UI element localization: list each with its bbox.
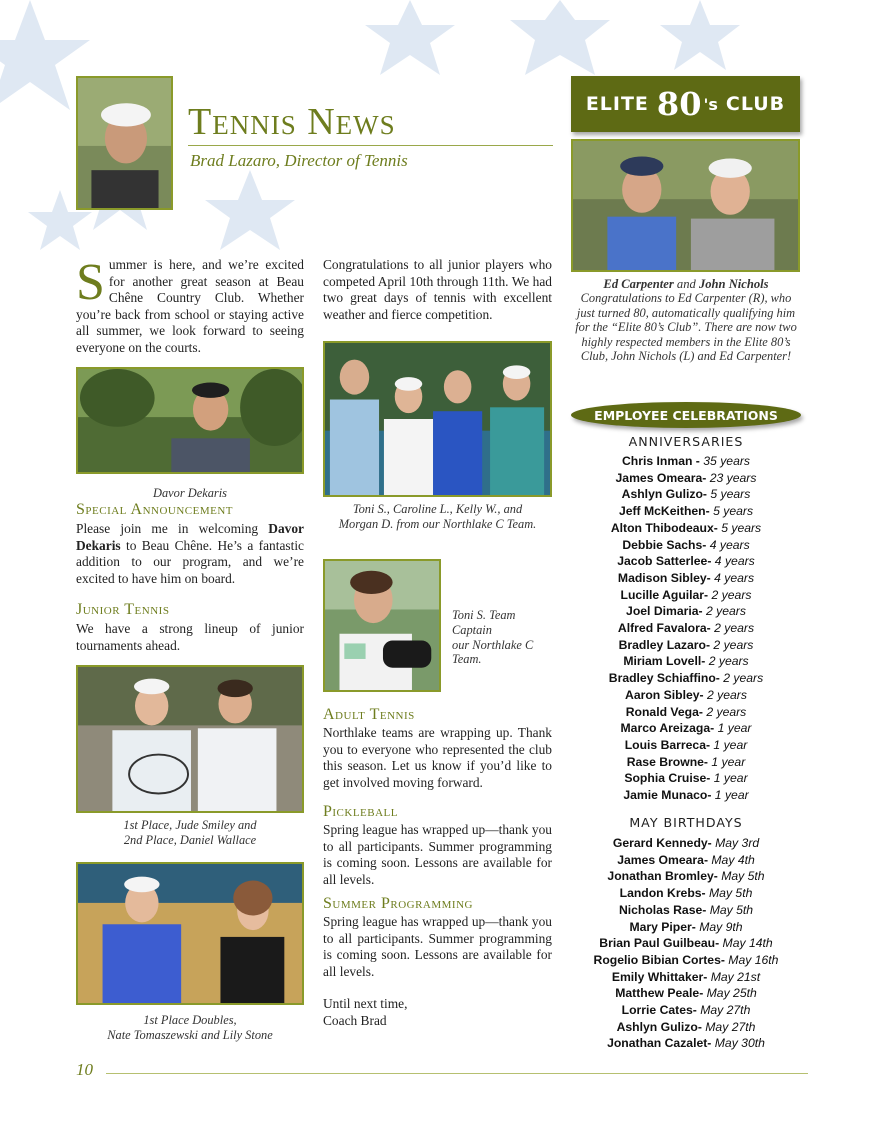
- footer-divider: [106, 1073, 808, 1074]
- anniversary-item-value: 5 years: [713, 504, 754, 519]
- special-announcement-heading: Special Announcement: [76, 501, 234, 518]
- anniversaries-heading: ANNIVERSARIES: [628, 434, 744, 449]
- elite-suffix: 's: [703, 94, 718, 114]
- davor-dekaris-photo: [76, 367, 304, 474]
- title-divider: [188, 145, 553, 146]
- special-bold-name: Davor Dekaris: [76, 521, 304, 553]
- birthday-item-value: May 5th: [709, 902, 754, 917]
- anniversary-item: [571, 553, 801, 570]
- birthday-item-name: Brian Paul Guilbeau-: [599, 936, 723, 951]
- northlake-team-caption: [323, 502, 552, 532]
- northlake-team-photo: [323, 341, 552, 497]
- pickleball-heading: Pickleball: [323, 803, 398, 820]
- elite-club-photo: [571, 139, 800, 272]
- anniversary-item: [571, 687, 801, 704]
- birthday-item: [571, 952, 801, 969]
- congrats-paragraph: Congratulations to all junior players who competed April 10th through 11th. We had two great days of tennis with excellent weather and fierce competition.: [323, 257, 552, 322]
- birthday-item: [571, 1002, 801, 1019]
- anniversary-item-name: Chris Inman -: [621, 454, 704, 468]
- birthday-item-value: May 30th: [714, 1036, 765, 1051]
- anniversary-item-value: 2 years: [711, 587, 752, 602]
- anniversary-item: [571, 637, 801, 654]
- anniversary-item-value: 2 years: [706, 704, 747, 719]
- special-announcement-text: [76, 521, 304, 587]
- doubles-caption-line-2: Nate Tomaszewski and Lily Stone: [107, 1028, 273, 1042]
- anniversary-item: [571, 770, 801, 787]
- birthday-item-name: Jonathan Bromley-: [607, 869, 722, 884]
- pickleball-text: Spring league has wrapped up—thank you to all participants. Summer programming is coming soon. Lessons are available for all levels.: [323, 822, 552, 887]
- elite-word: ELITE: [585, 93, 649, 115]
- birthday-item-value: May 4th: [711, 852, 755, 867]
- anniversary-item-value: 1 year: [717, 721, 752, 736]
- anniversary-item-name: Aaron Sibley-: [625, 687, 707, 702]
- caption-name-1: Ed Carpenter: [603, 277, 674, 291]
- anniversary-item-name: Madison Sibley-: [617, 570, 715, 585]
- birthday-item-name: Mary Piper-: [629, 919, 700, 934]
- anniversaries-list: [571, 453, 801, 804]
- anniversary-item: [571, 737, 801, 754]
- birthday-item-value: May 5th: [709, 886, 753, 901]
- anniversary-item: [571, 503, 801, 520]
- anniversary-item-value: 1 year: [714, 788, 749, 803]
- adult-tennis-heading: Adult Tennis: [323, 706, 415, 723]
- junior-tennis-text: We have a strong lineup of junior tournaments ahead.: [76, 621, 304, 653]
- birthday-item-value: May 25th: [706, 986, 757, 1001]
- birthday-item: [571, 868, 801, 885]
- toni-captain-photo: [323, 559, 441, 692]
- summer-programming-text: Spring league has wrapped up—thank you to all participants. Summer programming is coming soon. Lessons are available for all levels.: [323, 914, 552, 979]
- birthday-item-value: May 21st: [710, 969, 761, 984]
- anniversary-item-name: Jeff McKeithen-: [618, 504, 714, 519]
- junior-winners-photo: [76, 665, 304, 813]
- intro-paragraph: [76, 254, 304, 357]
- anniversary-item-name: Ashlyn Gulizo-: [621, 487, 711, 502]
- anniversary-item-name: Joel Dimaria-: [626, 604, 706, 619]
- anniversary-item-value: 4 years: [709, 537, 750, 552]
- anniversary-item-name: Miriam Lovell-: [623, 654, 709, 669]
- birthday-item: [571, 985, 801, 1002]
- anniversary-item: [571, 603, 801, 620]
- anniversary-item-value: 23 years: [709, 470, 757, 485]
- anniversary-item-name: James Omeara-: [615, 470, 710, 485]
- birthday-item-name: Rogelio Bibian Cortes-: [593, 952, 729, 967]
- doubles-winners-photo: [76, 862, 304, 1005]
- elite-80s-club-banner: [571, 76, 800, 132]
- junior-winners-caption: [76, 818, 304, 848]
- anniversary-item: [571, 537, 801, 554]
- anniversary-item-value: 4 years: [714, 570, 755, 585]
- anniversary-item: [571, 704, 801, 721]
- birthday-item: [571, 919, 801, 936]
- anniversary-item-name: Bradley Schiaffino-: [608, 671, 724, 686]
- anniversary-item: [571, 520, 801, 537]
- anniversary-item-name: Alfred Favalora-: [617, 621, 715, 636]
- page-subtitle: Brad Lazaro, Director of Tennis: [190, 151, 408, 170]
- elite-caption-body: Congratulations to Ed Carpenter (R), who just turned 80, automatically qualifying him for the “Elite 80’s Club”. There are now two highly respected members in the Elite 80’s Club, John Nichols (L) and Ed Carpenter!: [575, 291, 797, 364]
- anniversary-item: [571, 587, 801, 604]
- anniversary-item: [571, 653, 801, 670]
- special-text-2: to Beau Chêne. He’s a fantastic addition to our program, and we’re excited to have him on board.: [76, 537, 304, 586]
- anniversary-item-value: 4 years: [714, 554, 755, 569]
- anniversary-item-name: Sophia Cruise-: [624, 771, 714, 786]
- anniversary-item-name: Bradley Lazaro-: [618, 637, 714, 652]
- anniversary-item-value: 35 years: [703, 454, 750, 468]
- birthday-item-value: May 27th: [700, 1003, 751, 1018]
- birthday-item: [571, 969, 801, 986]
- anniversary-item: [571, 620, 801, 637]
- birthday-item-name: Ashlyn Gulizo-: [616, 1019, 706, 1034]
- adult-tennis-text: Northlake teams are wrapping up. Thank you to everyone who represented the club this season. Let us know if you’d like to get involved moving forward.: [323, 725, 552, 790]
- anniversary-item: [571, 453, 801, 470]
- anniversary-item: [571, 754, 801, 771]
- summer-programming-heading: Summer Programming: [323, 895, 473, 912]
- team-caption-line-1: Toni S., Caroline L., Kelly W., and: [352, 502, 523, 516]
- birthday-item-value: May 5th: [721, 869, 765, 884]
- doubles-winners-caption: [76, 1013, 304, 1043]
- anniversary-item-value: 2 years: [713, 637, 754, 652]
- anniversary-item-value: 1 year: [713, 771, 748, 786]
- may-birthdays-heading: MAY BIRTHDAYS: [629, 815, 743, 830]
- elite-caption: [571, 277, 801, 363]
- birthday-item: [571, 885, 801, 902]
- caption-name-2: John Nichols: [698, 277, 769, 291]
- birthday-item-name: James Omeara-: [617, 852, 712, 867]
- birthday-item-value: May 3rd: [715, 836, 760, 850]
- intro-text: ummer is here, and we’re excited for another great season at Beau Chêne Country Club. Whether you’re back from school or staying active all summer, we look forward to seeing everyone on the courts.: [76, 257, 304, 355]
- anniversary-item-name: Jacob Satterlee-: [617, 554, 715, 569]
- doubles-caption-line-1: 1st Place Doubles,: [143, 1013, 237, 1027]
- anniversary-item: [571, 720, 801, 737]
- signoff: [323, 996, 552, 1029]
- birthday-item-name: Landon Krebs-: [619, 886, 710, 901]
- anniversary-item: [571, 470, 801, 487]
- birthday-item-value: May 27th: [705, 1019, 756, 1034]
- birthday-item: [571, 835, 801, 852]
- anniversary-item-value: 1 year: [713, 737, 748, 752]
- toni-caption-line-4: Team.: [452, 652, 482, 667]
- birthday-item: [571, 1019, 801, 1036]
- anniversary-item-name: Marco Areizaga-: [620, 721, 718, 736]
- birthday-item: [571, 852, 801, 869]
- birthday-item: [571, 1035, 801, 1052]
- toni-caption-line-1: Toni S. Team: [452, 608, 516, 622]
- anniversary-item-value: 2 years: [706, 687, 747, 702]
- drop-cap: S: [76, 254, 105, 311]
- page-title: Tennis News: [188, 101, 396, 143]
- anniversary-item: [571, 570, 801, 587]
- toni-caption-line-2: Captain: [452, 622, 492, 637]
- birthday-item-name: Jonathan Cazalet-: [607, 1036, 715, 1051]
- junior-caption-line-2: 2nd Place, Daniel Wallace: [123, 833, 257, 847]
- anniversary-item-name: Alton Thibodeaux-: [610, 520, 722, 535]
- anniversary-item-value: 1 year: [711, 754, 746, 769]
- birthday-item: [571, 902, 801, 919]
- team-caption-line-2: Morgan D. from our Northlake C Team.: [338, 517, 537, 531]
- anniversary-item-name: Rase Browne-: [626, 754, 712, 769]
- birthday-item: [571, 935, 801, 952]
- elite-number: 80: [656, 85, 702, 123]
- director-portrait-photo: [76, 76, 173, 210]
- anniversary-item-value: 5 years: [710, 487, 751, 502]
- junior-tennis-heading: Junior Tennis: [76, 601, 170, 618]
- birthday-item-name: Emily Whittaker-: [611, 969, 711, 984]
- birthday-item-name: Lorrie Cates-: [621, 1003, 701, 1018]
- anniversary-item-value: 2 years: [723, 671, 764, 686]
- caption-and: and: [673, 277, 699, 291]
- anniversary-item: [571, 787, 801, 804]
- anniversary-item-value: 5 years: [721, 520, 762, 535]
- anniversary-item: [571, 486, 801, 503]
- junior-caption-line-1: 1st Place, Jude Smiley and: [123, 818, 257, 832]
- page-number: 10: [76, 1060, 93, 1079]
- special-text-1: Please join me in welcoming: [76, 521, 269, 536]
- birthday-item-value: May 16th: [728, 952, 779, 967]
- birthday-item-name: Nicholas Rase-: [618, 902, 710, 917]
- toni-caption-line-3: our Northlake C: [452, 637, 534, 652]
- birthday-item-name: Matthew Peale-: [615, 986, 707, 1001]
- anniversary-item-name: Ronald Vega-: [625, 704, 707, 719]
- employee-celebrations-banner: EMPLOYEE CELEBRATIONS: [571, 402, 801, 428]
- signoff-line-1: Until next time,: [323, 996, 408, 1011]
- anniversary-item-name: Lucille Aguilar-: [620, 587, 712, 602]
- anniversary-item-name: Louis Barreca-: [624, 737, 714, 752]
- signoff-line-2: Coach Brad: [323, 1012, 387, 1028]
- davor-caption: Davor Dekaris: [153, 486, 227, 500]
- anniversary-item-value: 2 years: [708, 654, 749, 669]
- club-word: CLUB: [725, 93, 786, 115]
- birthday-item-value: May 9th: [699, 919, 743, 934]
- anniversary-item-name: Jamie Munaco-: [623, 788, 715, 803]
- anniversary-item-value: 2 years: [714, 621, 755, 636]
- birthday-item-value: May 14th: [722, 936, 773, 951]
- birthday-item-name: Gerard Kennedy-: [612, 836, 716, 850]
- anniversary-item-value: 2 years: [705, 604, 746, 619]
- anniversary-item-name: Debbie Sachs-: [622, 537, 710, 552]
- birthdays-list: [571, 835, 801, 1052]
- toni-captain-caption: [452, 608, 533, 667]
- anniversary-item: [571, 670, 801, 687]
